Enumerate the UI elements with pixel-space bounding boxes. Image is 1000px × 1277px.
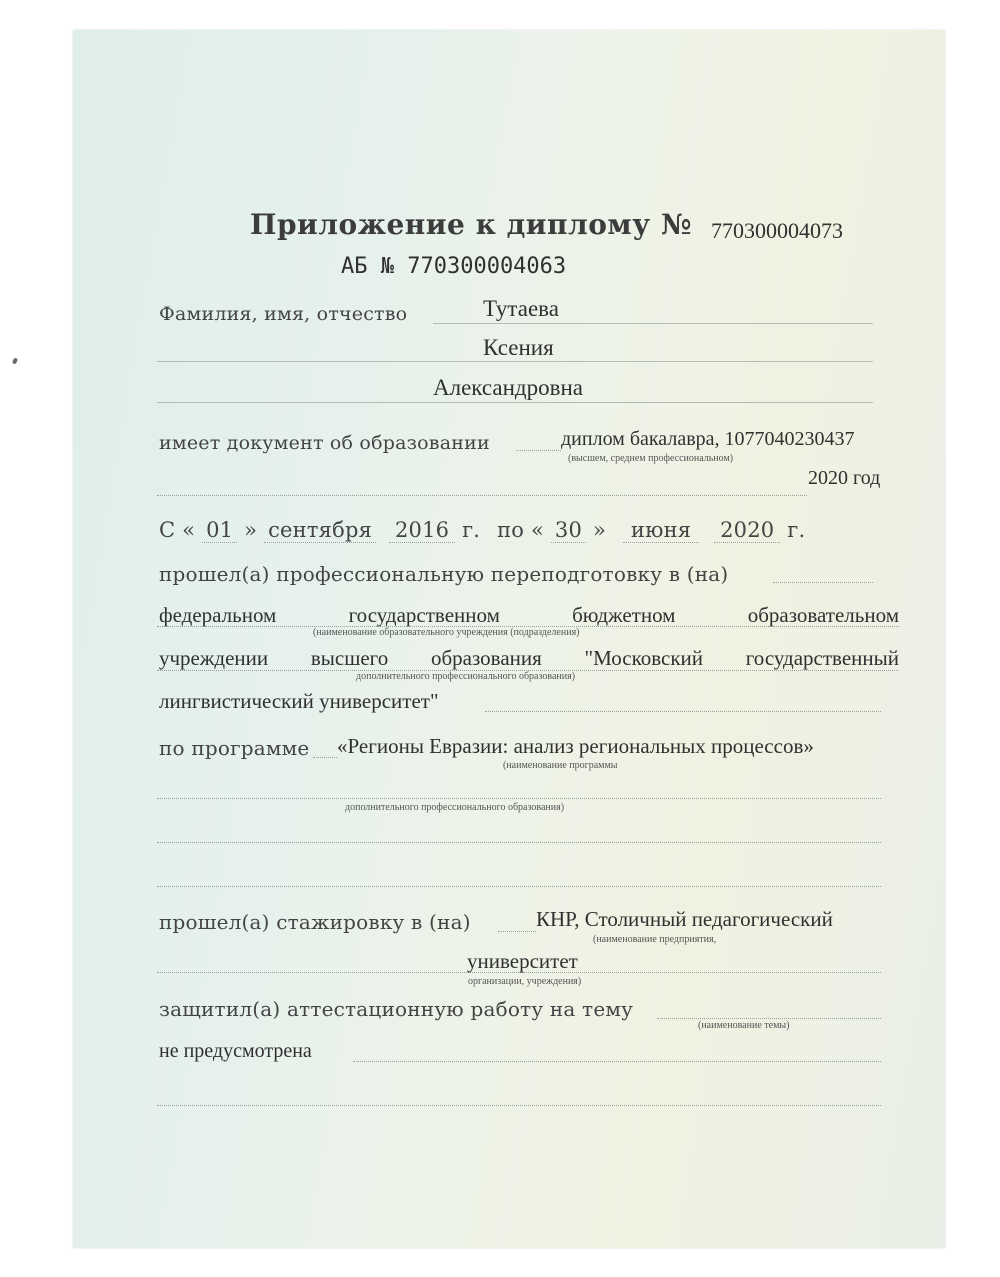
thesis-hint: (наименование темы) [698, 1020, 790, 1031]
period-to-day: 30 [551, 518, 586, 543]
institution-word: федеральном [159, 603, 277, 627]
period-from-month: сентября [264, 518, 376, 543]
period-to-prefix: по « [497, 518, 545, 542]
period-from-prefix: С « [159, 518, 196, 542]
institution-hint-2: дополнительного профессионального образования) [356, 671, 576, 682]
program-hint-2: дополнительного профессионального образования) [345, 802, 565, 813]
first-name-value: Ксения [483, 335, 554, 360]
program-value: «Регионы Евразии: анализ региональных процессов» [337, 734, 814, 758]
institution-word: государственный [745, 646, 899, 670]
period-from-year: 2016 [389, 518, 455, 543]
education-year: 2020 год [808, 467, 881, 489]
patronymic-value: Александровна [433, 375, 583, 400]
internship-hint-1: (наименование предприятия, [593, 934, 717, 945]
document-title: Приложение к диплому № [250, 208, 692, 241]
period-g2: г. [787, 518, 806, 542]
institution-word: бюджетном [572, 603, 676, 627]
institution-word: образовательном [747, 603, 899, 627]
thesis-value: не предусмотрена [159, 1040, 312, 1062]
period-from-close: » [244, 518, 258, 542]
education-label: имеет документ об образовании [159, 432, 490, 454]
internship-value: КНР, Столичный педагогический [536, 907, 833, 931]
institution-line-3: лингвистический университет" [159, 689, 439, 713]
retraining-label: прошел(а) профессиональную переподготовку в (на) [159, 562, 729, 586]
period-g1: г. [462, 518, 481, 542]
period-from-day: 01 [202, 518, 237, 543]
thesis-label: защитил(а) аттестационную работу на тему [159, 997, 634, 1021]
diploma-appendix-sheet [73, 30, 945, 1248]
diploma-series-number: АБ № 770300004063 [341, 254, 567, 279]
institution-line-1 [159, 603, 899, 628]
period-line [159, 518, 805, 542]
institution-hint: (наименование образовательного учреждения (подразделения) [313, 627, 580, 638]
period-to-year: 2020 [714, 518, 780, 543]
institution-word: государственном [348, 603, 500, 627]
institution-line-2 [159, 646, 899, 671]
program-label: по программе [159, 736, 310, 760]
period-to-close: » [592, 518, 606, 542]
institution-word: "Московский [584, 646, 703, 670]
institution-word: образования [431, 646, 542, 670]
internship-label: прошел(а) стажировку в (на) [159, 910, 471, 934]
surname-value: Тутаева [483, 296, 559, 321]
appendix-number: 770300004073 [711, 218, 843, 243]
fio-label: Фамилия, имя, отчество [159, 303, 408, 325]
institution-word: высшего [310, 646, 389, 670]
period-to-month: июня [623, 518, 699, 543]
program-hint-1: (наименование программы [503, 760, 618, 771]
internship-value-2: университет [467, 949, 578, 973]
internship-hint-2: организации, учреждения) [468, 976, 582, 987]
paper-speck [12, 357, 18, 364]
education-hint: (высшем, среднем профессиональном) [568, 453, 734, 464]
education-document-value: диплом бакалавра, 1077040230437 [561, 428, 855, 450]
institution-word: учреждении [159, 646, 269, 670]
